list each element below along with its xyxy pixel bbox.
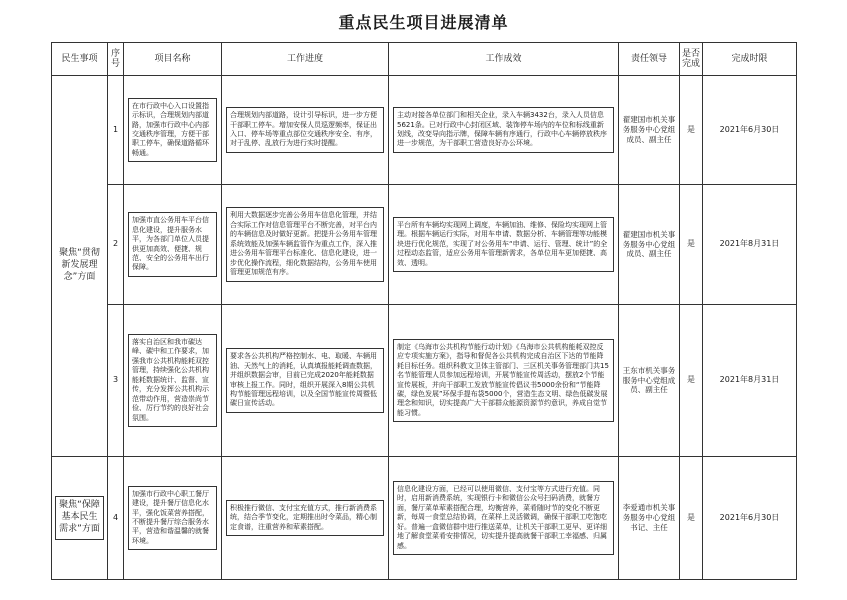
- project-cell: [124, 185, 222, 305]
- progress-cell: [222, 185, 389, 305]
- table-row: [52, 457, 797, 580]
- deadline-cell: 2021年8月31日: [703, 185, 797, 305]
- project-text: 落实自治区和我市碳达峰、碳中和工作要求，加强我市公共机构能耗双控管理，持续强化公共机构能耗数据统计、监督、宣传，充分发挥公共机构示范带动作用，营造崇尚节俭、厉行节约的良好社会氛围。: [128, 334, 217, 427]
- deadline-cell: 2021年6月30日: [703, 457, 797, 580]
- table-row: [52, 185, 797, 305]
- leader-cell: 王东市机关事务服务中心党组成员、副主任: [619, 305, 680, 457]
- project-text: 在市行政中心入口设置指示标识，合理规划内部道路，加强市行政中心内部交通秩序管理，方便干部职工停车，确保道路循环畅通。: [128, 98, 217, 163]
- project-text: 加强市直公务用车平台信息化建设，提升服务水平，为各部门单位人员提供更加高效、便捷、规范、安全的公务用车出行保障。: [128, 212, 217, 277]
- project-text: 加强市行政中心职工餐厅建设，提升餐厅信息化水平，强化饭菜营养搭配，不断提升餐厅综合服务水平，营造和谐温馨的就餐环境。: [128, 486, 217, 551]
- progress-cell: [222, 76, 389, 185]
- done-cell: 是: [680, 185, 703, 305]
- project-cell: [124, 76, 222, 185]
- result-text: 主动对接各单位部门和相关企业，录入车辆3432台，录入人员信息5621条。已对行政中心封闭区域、装饰停车场内的车位和标线重新划线，改变导向指示牌，保障车辆有序通行，行政中心车辆停放秩序进一步规范，为干部职工营造良好办公环境。: [393, 107, 614, 153]
- progress-cell: [222, 305, 389, 457]
- header-category: 民生事项: [52, 43, 108, 76]
- table-row: [52, 76, 797, 185]
- header-deadline: 完成时限: [703, 43, 797, 76]
- progress-text: 利用大数据逐步完善公务用车信息化管理，并结合实际工作对信息管理平台不断完善，对平台内的车辆信息及时做好更新。把提升公务用车管理系统效能及加强车辆监管作为重点工作，深入推进公务用车管理平台标准化、信息化建设，进一步优化操作流程，细化数据结构，公务用车使用管理更加规范有序。: [226, 207, 384, 281]
- project-cell: [124, 305, 222, 457]
- category-cell: [52, 457, 108, 580]
- progress-text: 要求各公共机构严格控制水、电、取暖、车辆用油、天然气上的消耗，认真填报能耗调查数据，并组织数据会审，目前已完成2020年能耗数据审核上报工作。同时，组织开展深入8期公共机构节能管理远程培训，以及全国节能宣传周暨低碳日宣传活动。: [226, 348, 384, 413]
- leader-cell: 翟建国市机关事务服务中心党组成员、副主任: [619, 185, 680, 305]
- category-text: 聚焦“保障基本民生需求”方面: [55, 496, 104, 539]
- result-cell: [389, 185, 619, 305]
- header-progress: 工作进度: [222, 43, 389, 76]
- done-cell: 是: [680, 457, 703, 580]
- table-row: [52, 305, 797, 457]
- header-result: 工作成效: [389, 43, 619, 76]
- leader-cell: 李爱通市机关事务服务中心党组书记、主任: [619, 457, 680, 580]
- table-header-row: [52, 43, 797, 76]
- leader-cell: 翟建国市机关事务服务中心党组成员、副主任: [619, 76, 680, 185]
- category-cell: 聚焦“贯彻新发展理念”方面: [52, 76, 108, 457]
- seq-cell: 2: [108, 185, 124, 305]
- result-cell: [389, 457, 619, 580]
- seq-cell: 3: [108, 305, 124, 457]
- progress-text: 积极推行微信、支付宝充值方式，推行新消费系统，结合季节变化，定期推出时令菜品，精心制定食谱，注重营养和荤素搭配。: [226, 500, 384, 536]
- header-leader: 责任领导: [619, 43, 680, 76]
- header-done: 是否完成: [680, 43, 703, 76]
- result-cell: [389, 305, 619, 457]
- result-text: 信息化建设方面，已经可以使用微信、支付宝等方式进行充值。同时，启用新消费系统，实现银行卡和微信公众号扫码消费，就餐方面，餐厅菜单荤素搭配合理，均衡营养，菜肴随时节的变化不断更新，每周一食堂总结协调，在菜样上灵活微调，确保干部职工吃饱吃好。普遍一盒微信群中进行推送菜单，让机关干部职工更早、更详细地了解食堂菜肴安排情况，切实提升提高就餐干部职工幸福感、归属感。: [393, 481, 614, 555]
- result-text: 平台所有车辆均实现网上调度，车辆加油、维修、保险均实现网上管理。根据车辆运行实际，对用车申请、数据分析、车辆管理等功能模块进行优化规范，实现了对公务用车“申请、运行、管理、统计”的全过程动态监管，适应公务用车管理新需求，各单位用车更加便捷、高效、透明。: [393, 217, 614, 272]
- deadline-cell: 2021年6月30日: [703, 76, 797, 185]
- deadline-cell: 2021年8月31日: [703, 305, 797, 457]
- progress-cell: [222, 457, 389, 580]
- page-title: 重点民生项目进展清单: [338, 13, 509, 32]
- header-project: 项目名称: [124, 43, 222, 76]
- done-cell: 是: [680, 305, 703, 457]
- result-cell: [389, 76, 619, 185]
- done-cell: 是: [680, 76, 703, 185]
- header-seq: 序号: [108, 43, 124, 76]
- project-progress-table: [51, 42, 797, 580]
- progress-text: 合理规划内部道路，设计引导标识，进一步方便干部职工停车。增加安保人员巡逻频率，保证出入口、停车场等重点部位交通秩序安全、有序，对于乱停、乱放行为进行实时提醒。: [226, 107, 384, 153]
- seq-cell: 1: [108, 76, 124, 185]
- project-cell: [124, 457, 222, 580]
- result-text: 制定《乌海市公共机构节能行动计划》《乌海市公共机构能耗双控反应专项实施方案》，指导和督促各公共机构完成自治区下达的节能降耗目标任务。组织科教文卫体主管部门、三区机关事务管理部门共15名节能管理人员参加远程培训，开展节能宣传周活动，摆放2个节能宣传展板，并向干部职工发放节能宣传倡议书5000余份和“节能降碳，绿色发展”环保手提布袋5000个，营造生态文明、绿色低碳发展理念和知识，切实提高广大干部群众能源资源节约意识，养成自觉节能习惯。: [393, 339, 614, 423]
- seq-cell: 4: [108, 457, 124, 580]
